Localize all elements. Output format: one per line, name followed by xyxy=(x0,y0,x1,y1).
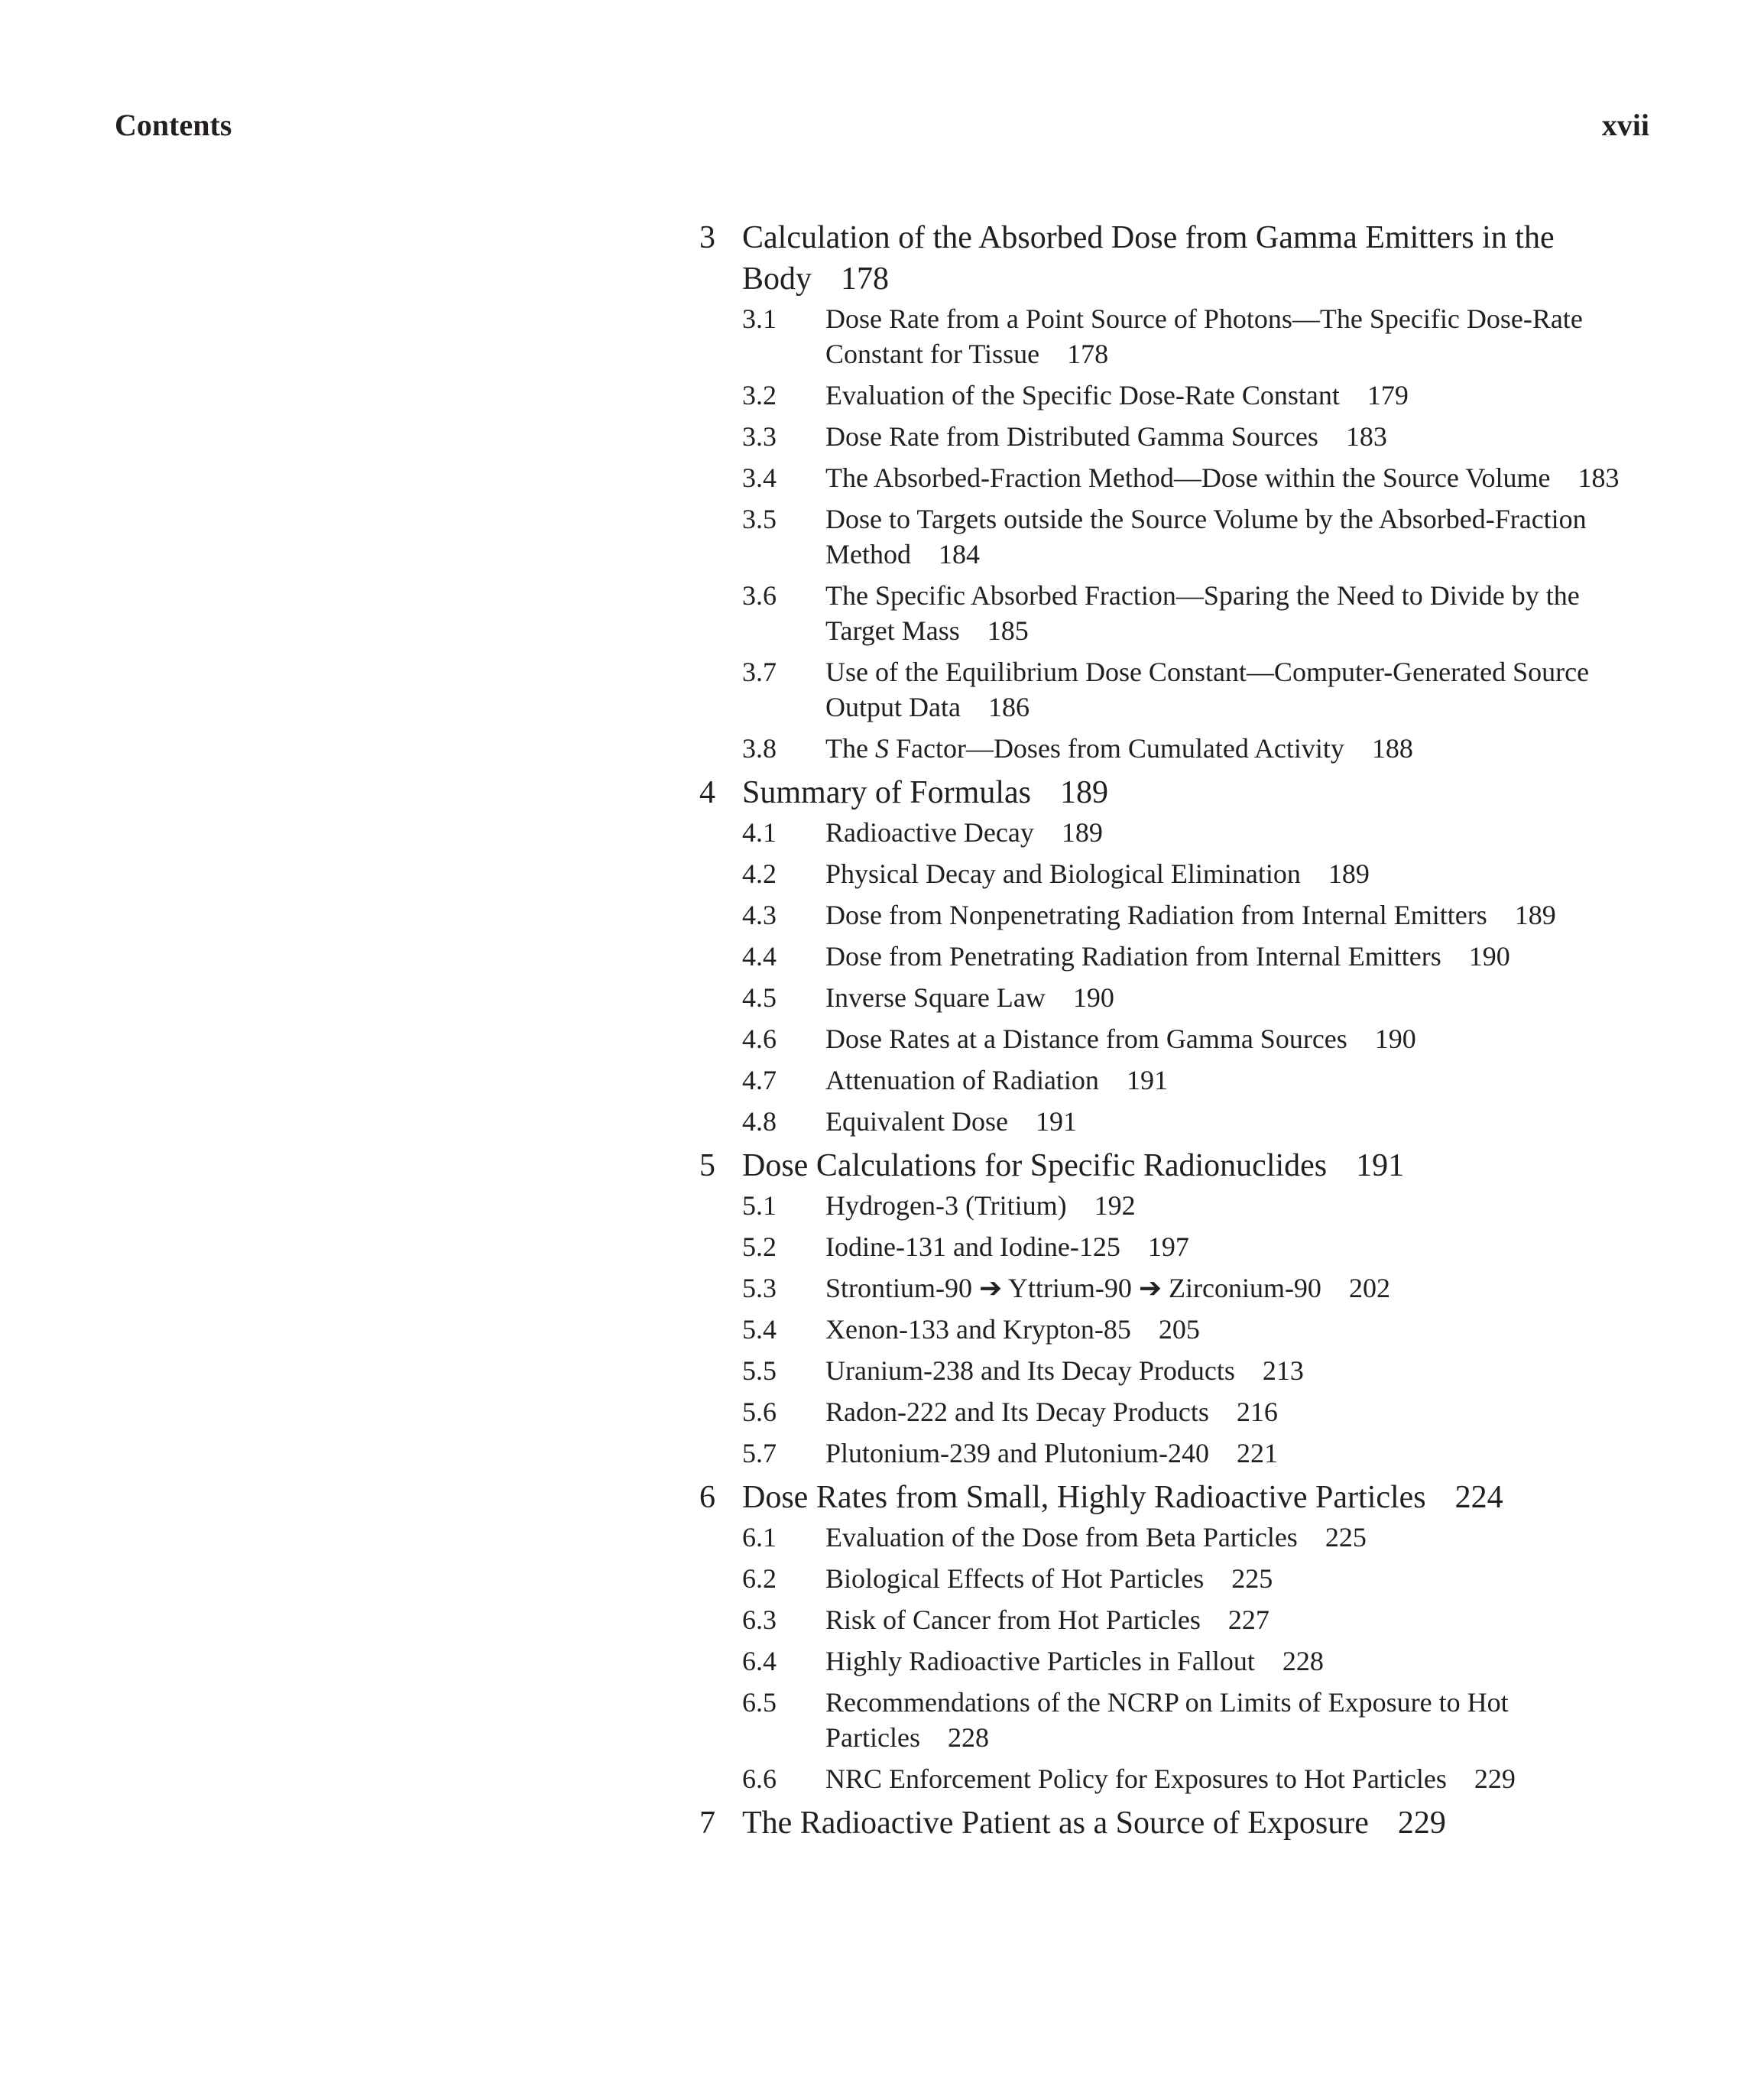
section-number: 4.4 xyxy=(742,941,777,972)
table-of-contents xyxy=(699,217,1647,1844)
section-page-number: 188 xyxy=(1371,733,1413,764)
section-page-number: 228 xyxy=(947,1722,989,1753)
section-number: 6.6 xyxy=(742,1763,777,1794)
section-title: Evaluation of the Dose from Beta Particles xyxy=(825,1522,1298,1553)
toc-section-entry xyxy=(699,897,1647,933)
section-title: Evaluation of the Specific Dose-Rate Constant xyxy=(825,380,1340,410)
section-page-number: 185 xyxy=(987,615,1029,646)
section-number: 4.1 xyxy=(742,817,777,848)
section-title: Radioactive Decay xyxy=(825,817,1034,848)
section-title: Plutonium-239 and Plutonium-240 xyxy=(825,1438,1210,1468)
section-number: 5.1 xyxy=(742,1190,777,1221)
section-page-number: 197 xyxy=(1147,1231,1189,1262)
section-number: 5.2 xyxy=(742,1231,777,1262)
toc-section-entry xyxy=(699,1104,1647,1139)
section-title: Hydrogen-3 (Tritium) xyxy=(825,1190,1067,1221)
section-page-number: 189 xyxy=(1061,817,1103,848)
section-number: 4.3 xyxy=(742,900,777,930)
section-title-part: The xyxy=(825,733,875,764)
section-page-number: 228 xyxy=(1282,1646,1324,1676)
chapter-number: 6 xyxy=(699,1480,715,1515)
chapter-heading xyxy=(699,772,1647,813)
section-list xyxy=(699,815,1647,1139)
chapter-heading xyxy=(699,217,1647,300)
section-number: 6.1 xyxy=(742,1522,777,1553)
section-page-number: 183 xyxy=(1578,462,1620,493)
section-title: Dose Rates at a Distance from Gamma Sources xyxy=(825,1024,1347,1054)
section-list xyxy=(699,301,1647,766)
section-page-number: 189 xyxy=(1514,900,1556,930)
toc-section-entry xyxy=(699,1520,1647,1555)
toc-section-entry xyxy=(699,578,1647,648)
section-title-part: Factor—Doses from Cumulated Activity xyxy=(888,733,1344,764)
section-number: 6.3 xyxy=(742,1604,777,1635)
section-page-number: 205 xyxy=(1158,1314,1200,1345)
toc-section-entry xyxy=(699,1229,1647,1264)
section-number: 5.4 xyxy=(742,1314,777,1345)
chapter-number: 5 xyxy=(699,1148,715,1183)
chapter-heading xyxy=(699,1477,1647,1518)
chapter-page-number: 229 xyxy=(1397,1806,1446,1841)
toc-section-entry xyxy=(699,1063,1647,1098)
section-page-number: 213 xyxy=(1262,1355,1304,1386)
section-title: Uranium-238 and Its Decay Products xyxy=(825,1355,1235,1386)
section-title: The Specific Absorbed Fraction—Sparing the Need to Divide by the Target Mass xyxy=(825,580,1580,646)
section-title: Biological Effects of Hot Particles xyxy=(825,1563,1205,1594)
chapter-page-number: 191 xyxy=(1356,1148,1405,1183)
chapter-page-number: 224 xyxy=(1454,1480,1503,1515)
section-number: 3.3 xyxy=(742,421,777,452)
section-page-number: 202 xyxy=(1348,1273,1390,1303)
section-number: 3.5 xyxy=(742,504,777,534)
section-title: Radon-222 and Its Decay Products xyxy=(825,1397,1209,1427)
section-title: Iodine-131 and Iodine-125 xyxy=(825,1231,1120,1262)
toc-section-entry xyxy=(699,501,1647,572)
section-title xyxy=(825,733,1344,764)
toc-section-entry xyxy=(699,1270,1647,1306)
section-title: Dose from Nonpenetrating Radiation from Internal Emitters xyxy=(825,900,1487,930)
chapter-number: 3 xyxy=(699,220,715,255)
section-title: Physical Decay and Biological Elimination xyxy=(825,858,1301,889)
section-title: Dose from Penetrating Radiation from Internal Emitters xyxy=(825,941,1441,972)
section-number: 5.7 xyxy=(742,1438,777,1468)
chapter-heading xyxy=(699,1145,1647,1186)
toc-section-entry xyxy=(699,1602,1647,1637)
section-title: Risk of Cancer from Hot Particles xyxy=(825,1604,1201,1635)
section-title: NRC Enforcement Policy for Exposures to Hot Particles xyxy=(825,1763,1447,1794)
section-title: Highly Radioactive Particles in Fallout xyxy=(825,1646,1255,1676)
toc-chapter xyxy=(699,1145,1647,1471)
section-number: 4.2 xyxy=(742,858,777,889)
section-page-number: 229 xyxy=(1474,1763,1516,1794)
section-page-number: 221 xyxy=(1237,1438,1279,1468)
section-page-number: 227 xyxy=(1227,1604,1269,1635)
toc-section-entry xyxy=(699,980,1647,1015)
section-title: The Absorbed-Fraction Method—Dose within the Source Volume xyxy=(825,462,1551,493)
section-title: Xenon-133 and Krypton-85 xyxy=(825,1314,1131,1345)
section-number: 3.8 xyxy=(742,733,777,764)
section-title: Dose Rate from a Point Source of Photons—The Specific Dose-Rate Constant for Tissue xyxy=(825,303,1583,369)
section-page-number: 189 xyxy=(1328,858,1370,889)
section-title: Dose to Targets outside the Source Volume by the Absorbed-Fraction Method xyxy=(825,504,1587,569)
chapter-page-number: 189 xyxy=(1059,775,1108,810)
section-page-number: 191 xyxy=(1035,1106,1077,1137)
toc-section-entry xyxy=(699,301,1647,372)
section-number: 3.4 xyxy=(742,462,777,493)
chapter-title: Dose Rates from Small, Highly Radioactive Particles xyxy=(742,1480,1426,1515)
section-page-number: 178 xyxy=(1067,339,1109,369)
section-title-italic: S xyxy=(874,733,889,764)
section-title: Use of the Equilibrium Dose Constant—Computer-Generated Source Output Data xyxy=(825,657,1590,722)
toc-section-entry xyxy=(699,1394,1647,1429)
toc-section-entry xyxy=(699,1021,1647,1056)
toc-section-entry xyxy=(699,460,1647,495)
section-page-number: 186 xyxy=(987,692,1030,722)
toc-section-entry xyxy=(699,731,1647,766)
section-number: 4.6 xyxy=(742,1024,777,1054)
section-number: 4.7 xyxy=(742,1065,777,1095)
section-list xyxy=(699,1188,1647,1471)
chapter-title: Summary of Formulas xyxy=(742,775,1031,810)
section-page-number: 191 xyxy=(1126,1065,1168,1095)
toc-section-entry xyxy=(699,1561,1647,1596)
section-title: Attenuation of Radiation xyxy=(825,1065,1099,1095)
toc-section-entry xyxy=(699,1761,1647,1796)
section-number: 5.3 xyxy=(742,1273,777,1303)
toc-section-entry xyxy=(699,1685,1647,1755)
section-page-number: 225 xyxy=(1325,1522,1367,1553)
section-number: 4.5 xyxy=(742,982,777,1013)
section-title: Inverse Square Law xyxy=(825,982,1046,1013)
toc-section-entry xyxy=(699,1312,1647,1347)
section-page-number: 190 xyxy=(1072,982,1114,1013)
section-number: 3.1 xyxy=(742,303,777,334)
section-page-number: 183 xyxy=(1345,421,1387,452)
toc-chapter xyxy=(699,1477,1647,1796)
chapter-title: Calculation of the Absorbed Dose from Gamma Emitters in the Body xyxy=(742,220,1555,297)
chapter-number: 4 xyxy=(699,775,715,810)
section-title: Dose Rate from Distributed Gamma Sources xyxy=(825,421,1318,452)
section-number: 6.2 xyxy=(742,1563,777,1594)
section-number: 6.4 xyxy=(742,1646,777,1676)
section-number: 3.6 xyxy=(742,580,777,611)
chapter-title: The Radioactive Patient as a Source of Exposure xyxy=(742,1806,1369,1841)
section-title: Strontium-90 ➔ Yttrium-90 ➔ Zirconium-90 xyxy=(825,1273,1321,1303)
section-number: 6.5 xyxy=(742,1687,777,1718)
chapter-heading xyxy=(699,1802,1647,1844)
section-title: Recommendations of the NCRP on Limits of Exposure to Hot Particles xyxy=(825,1687,1509,1753)
toc-section-entry xyxy=(699,939,1647,974)
running-head-page-number: xvii xyxy=(1601,108,1649,142)
toc-section-entry xyxy=(699,1353,1647,1388)
section-page-number: 179 xyxy=(1367,380,1409,410)
toc-section-entry xyxy=(699,1436,1647,1471)
section-page-number: 190 xyxy=(1374,1024,1416,1054)
chapter-number: 7 xyxy=(699,1806,715,1841)
chapter-page-number: 178 xyxy=(841,261,890,297)
toc-chapter xyxy=(699,217,1647,766)
toc-section-entry xyxy=(699,419,1647,454)
toc-section-entry xyxy=(699,856,1647,891)
section-page-number: 192 xyxy=(1094,1190,1136,1221)
toc-section-entry xyxy=(699,1188,1647,1223)
section-page-number: 216 xyxy=(1236,1397,1278,1427)
toc-chapter xyxy=(699,1802,1647,1844)
toc-section-entry xyxy=(699,1643,1647,1679)
section-number: 5.6 xyxy=(742,1397,777,1427)
section-number: 5.5 xyxy=(742,1355,777,1386)
running-head-title: Contents xyxy=(115,108,232,142)
chapter-title: Dose Calculations for Specific Radionuclides xyxy=(742,1148,1328,1183)
toc-section-entry xyxy=(699,378,1647,413)
section-number: 3.7 xyxy=(742,657,777,687)
section-page-number: 190 xyxy=(1468,941,1510,972)
section-number: 3.2 xyxy=(742,380,777,410)
section-list xyxy=(699,1520,1647,1796)
section-page-number: 184 xyxy=(939,539,980,569)
toc-section-entry xyxy=(699,815,1647,850)
toc-section-entry xyxy=(699,654,1647,725)
toc-chapter xyxy=(699,772,1647,1139)
section-number: 4.8 xyxy=(742,1106,777,1137)
section-page-number: 225 xyxy=(1231,1563,1273,1594)
section-title: Equivalent Dose xyxy=(825,1106,1008,1137)
